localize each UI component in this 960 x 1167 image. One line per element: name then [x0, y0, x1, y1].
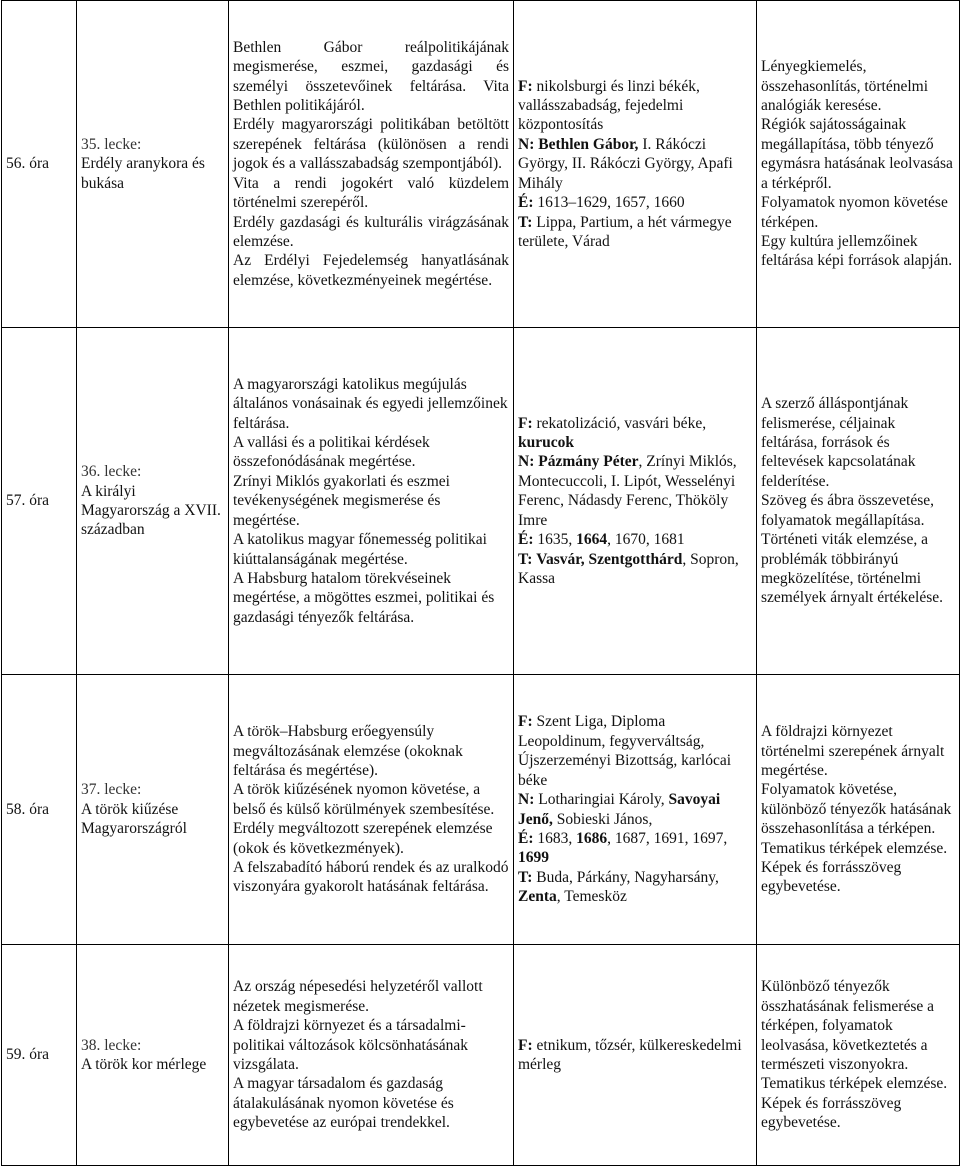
goal-item: A vallási és a politikai kérdések összefonódásának megértése. — [233, 434, 430, 471]
lesson-label: 35. lecke: — [81, 135, 142, 153]
concept-f: F: rekatolizáció, vasvári béke, kurucok — [518, 414, 707, 452]
skill-item: Tematikus térképek elemzése. — [761, 839, 948, 857]
goal-item: Az Erdélyi Fejedelemség hanyatlásának elemzése, következményeinek megértése. — [233, 252, 509, 289]
skill-item: Egy kultúra jellemzőinek feltárása képi források alapján. — [761, 232, 953, 270]
concept-e: É: 1613–1629, 1657, 1660 — [518, 194, 685, 212]
lesson-label: 38. lecke: — [81, 1036, 142, 1054]
goal-item: Bethlen Gábor reálpolitikájának megismerése, eszmei, gazdasági és személyi összetevőinek feltárása. Vita Bethlen politikájáról. — [233, 38, 509, 115]
goal-item: Erdély magyarországi politikában betöltött szerepének feltárása (különösen a rendi jogok és a vallásszabadság szempontjából). — [233, 116, 509, 173]
skill-item: Lényegkiemelés, összehasonlítás, történelmi analógiák keresése. — [761, 58, 929, 115]
goal-item: Az ország népesedési helyzetéről vallott nézetek megismerése. — [233, 978, 483, 1015]
skill-item: Tematikus térképek elemzése. — [761, 1075, 948, 1093]
concept-f: F: Szent Liga, Diploma Leopoldinum, fegyverváltság, Újszerzeményi Bizottság, karlócai béke — [518, 713, 732, 789]
concept-t: T: Vasvár, Szentgotthárd, Sopron, Kassa — [518, 550, 739, 587]
goal-item: A Habsburg hatalom törekvéseinek megértése, a mögöttes eszmei, politikai és gazdasági tényezők feltárása. — [233, 569, 495, 626]
concepts-cell — [514, 1, 757, 328]
goal-item: A felszabadító háború rendek és az uralkodó viszonyára gyakorolt hatásának feltárása. — [233, 859, 509, 896]
skill-item: Szöveg és ábra összevetése, folyamatok megállapítása. — [761, 492, 935, 529]
table-row — [2, 328, 960, 675]
skill-item: Különböző tényezők összhatásának felismerése a térképen, folyamatok leolvasása, következtetés a természeti viszonyokra. — [761, 978, 935, 1073]
skill-item: Képek és forrásszöveg egybevetése. — [761, 1094, 902, 1132]
skill-item: Régiók sajátosságainak megállapítása, több tényező egymásra hatásának leolvasása a térképről. — [761, 116, 953, 192]
skill-item: Képek és forrásszöveg egybevetése. — [761, 859, 902, 896]
goals-cell — [229, 945, 514, 1166]
goal-item: A török–Habsburg erőegyensúly megváltozásának elemzése (okoknak feltárása és megértése). — [233, 723, 463, 779]
concept-n: N: Bethlen Gábor, I. Rákóczi György, II. Rákóczi György, Apafi Mihály — [518, 135, 733, 192]
concepts-cell — [514, 675, 757, 945]
concept-t: T: Buda, Párkány, Nagyharsány, Zenta, Temesköz — [518, 868, 719, 906]
lesson-label: 37. lecke: — [81, 781, 142, 799]
goal-item: A magyarországi katolikus megújulás általános vonásainak és egyedi jellemzőinek feltárása. — [233, 375, 508, 432]
skill-item: Történeti viták elemzése, a problémák többirányú megközelítése, történelmi személyek árnyalt értékelése. — [761, 531, 944, 607]
concept-e: É: 1635, 1664, 1670, 1681 — [518, 531, 685, 549]
lesson-topic — [77, 945, 229, 1166]
table-row — [2, 675, 960, 945]
goal-item: Zrínyi Miklós gyakorlati és eszmei tevékenységének megismerése és megértése. — [233, 472, 450, 529]
lesson-title: A török kor mérlege — [81, 1056, 207, 1073]
skills-cell — [757, 328, 960, 675]
concept-n: N: Lotharingiai Károly, Savoyai Jenő, Sobieski János, — [518, 791, 721, 828]
lesson-number: 56. óra — [2, 1, 77, 328]
goals-cell — [229, 675, 514, 945]
concept-n: N: Pázmány Péter, Zrínyi Miklós, Montecuccoli, I. Lipót, Wesselényi Ferenc, Nádasdy Ferenc, Thököly Imre — [518, 453, 737, 529]
skills-cell — [757, 945, 960, 1166]
concepts-cell — [514, 945, 757, 1166]
goal-item: A török kiűzésének nyomon követése, a belső és külső körülmények szembesítése. — [233, 781, 495, 818]
goal-item: Vita a rendi jogokért való küzdelem történelmi szerepéről. — [233, 174, 509, 212]
lesson-topic — [77, 675, 229, 945]
lesson-topic — [77, 1, 229, 328]
goal-item: A földrajzi környezet és a társadalmi-politikai változások kölcsönhatásának vizsgálata. — [233, 1017, 469, 1073]
concept-f: F: nikolsburgi és linzi békék, vallásszabadság, fejedelmi központosítás — [518, 77, 700, 134]
lesson-title: Erdély aranykora és bukása — [81, 155, 205, 192]
lesson-title: A királyi Magyarország a XVII. században — [81, 482, 221, 539]
curriculum-table — [1, 0, 960, 1166]
concept-e: É: 1683, 1686, 1687, 1691, 1697, 1699 — [518, 829, 728, 867]
concepts-cell — [514, 328, 757, 675]
goal-item: Erdély megváltozott szerepének elemzése (okok és következmények). — [233, 820, 493, 857]
lesson-number: 57. óra — [2, 328, 77, 675]
concept-t: T: Lippa, Partium, a hét vármegye területe, Várad — [518, 213, 732, 250]
skill-item: Folyamatok nyomon követése térképen. — [761, 194, 948, 231]
lesson-number: 59. óra — [2, 945, 77, 1166]
goal-item: A magyar társadalom és gazdaság átalakulásának nyomon követése és egybevetése az európai trendekkel. — [233, 1075, 454, 1132]
concept-f: F: etnikum, tőzsér, külkereskedelmi mérleg — [518, 1036, 742, 1073]
lesson-number: 58. óra — [2, 675, 77, 945]
goal-item: Erdély gazdasági és kulturális virágzásának elemzése. — [233, 213, 509, 250]
skill-item: Folyamatok követése, különböző tényezők hatásának összehasonlítása a térképen. — [761, 781, 952, 838]
skills-cell — [757, 1, 960, 328]
table-row — [2, 945, 960, 1166]
goals-cell — [229, 1, 514, 328]
skill-item: A szerző álláspontjának felismerése, céljainak feltárása, források és feltevések kapcsolatának felderítése. — [761, 395, 916, 490]
skill-item: A földrajzi környezet történelmi szerepének árnyalt megértése. — [761, 723, 945, 779]
goals-cell — [229, 328, 514, 675]
skills-cell — [757, 675, 960, 945]
lesson-label: 36. lecke: — [81, 463, 142, 481]
table-row — [2, 1, 960, 328]
lesson-title: A török kiűzése Magyarországról — [81, 800, 187, 838]
lesson-topic — [77, 328, 229, 675]
goal-item: A katolikus magyar főnemesség politikai kiúttalanságának megértése. — [233, 531, 487, 568]
